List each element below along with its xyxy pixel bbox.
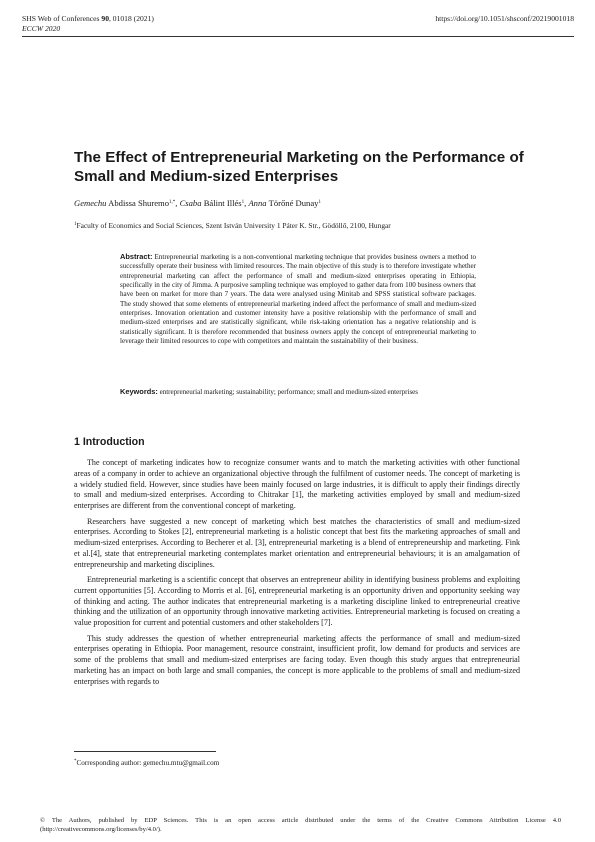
section-heading: 1 Introduction [74,436,145,448]
footnote: *Corresponding author: gemechu.mtu@gmail.com [74,759,220,767]
section-body [74,458,520,692]
paragraph: Entrepreneurial marketing is a scientific concept that observes an entrepreneur ability in identifying business problems and exploiting current opportunities [5]. According to Morris et al. [6], entrepreneurial marketing is an opportunity driven and opportunity seeking way of thinking and acting. The author indicates that entrepreneurial marketing is a marketing discipline linked to entrepreneurial creative thinking and the utilization of an opportunity through innovative marketing activities. Entrepreneurial marketing is focused on creating a value proposition for current and potential customers and other stakeholders [7]. [74,575,520,628]
affiliation: $^1$Faculty of Economics and Social Sciences, Szent István University 1 Páter K. Str., Gödöllő, 2100, Hungar [74,221,391,230]
keywords [120,387,476,397]
header-rule [22,36,574,37]
paragraph: Researchers have suggested a new concept of marketing which best matches the characteristics of small and medium-sized enterprises. According to Stokes [2], entrepreneurial marketing is a holistic concept that best fits the marketing approaches of small and medium-sized enterprises. According to Becherer et al. [3], entrepreneurial marketing is a blend of entrepreneurship and marketing. Fink et al.[4], state that entrepreneurial marketing contemplates market orientation and entrepreneurial behaviours; it is an amalgamation of entrepreneurship and marketing disciplines. [74,516,520,569]
keywords-label: Keywords: [120,387,158,396]
volume-number: 90 [101,14,109,23]
conference-name: ECCW 2020 [22,24,61,33]
paragraph: The concept of marketing indicates how to recognize consumer wants and to match the marketing activities with other functional areas of a company in order to achieve an organizational objective through the fulfilment of customer needs. The concept of marketing is a widely studied field. However, since studies have been mainly focused on large industries, it is difficult to apply their findings directly to small and medium-sized enterprises. According to Chitrakar [1], the marketing activities employed by small and medium-sized enterprises are different from the conventional concept of marketing. [74,458,520,510]
paragraph: This study addresses the question of whether entrepreneurial marketing affects the performance of small and medium-sized enterprises operating in Ethiopia. Poor management, resource constraint, insufficient profit, low demand for products and services are some of the problems that small and medium-sized enterprises are facing today. Even though this study argues that entrepreneurial marketing has an impact on both large and small companies, the concept is more applicable to the problems of small and medium-sized enterprises with regards to [74,633,520,686]
paper-title: The Effect of Entrepreneurial Marketing on the Performance of Small and Medium-sized Enterprises [74,149,524,185]
keywords-text: entrepreneurial marketing; sustainability; performance; small and medium-sized enterprises [159,388,419,396]
license-notice: © The Authors, published by EDP Sciences. This is an open access article distributed under the terms of the Creative Commons Attribution License 4.0 (http://creativecommons.org/licenses/by/4.0/). [40,817,561,834]
abstract-text: Entrepreneurial marketing is a non-conventional marketing technique that provides business owners a method to successfully operate their business with limited resources. The main objective of this study is to therefore investigate whether entrepreneurial marketing can affect the performance of small and medium-sized enterprises operating in Ethiopia, specifically in the city of Jimma. A purposive sampling technique was employed to gather data from 100 business owners that have been on market for more than 7 years. The data were analysed using Minitab and SPSS statistical software packages. The study showed that some elements of entrepreneurial marketing indeed affect the performance of small and medium-sized enterprises. Innovation orientation and customer intensity have a positive relationship with the performance of small and medium-sized enterprises and are statistically significant, while risk-taking orientation has a negative relationship and is statistically significant. It is therefore recommended that business owners apply the concept of entrepreneurial marketing to leverage their limited resources to cope with competitors and maintain the sustainability of their business. [120,253,476,346]
journal-citation: SHS Web of Conferences 90, 01018 (2021) [22,14,154,23]
abstract-label: Abstract: [120,252,153,261]
footnote-rule [74,751,216,752]
running-header [22,14,154,34]
doi-link[interactable]: https://doi.org/10.1051/shsconf/20219001018 [435,14,574,23]
author-list: Gemechu Abdissa Shuremo$^{1,*}$, Csaba Bálint Illés$^1$, Anna Törőné Dunay$^1$ [74,198,321,208]
abstract [120,252,476,346]
